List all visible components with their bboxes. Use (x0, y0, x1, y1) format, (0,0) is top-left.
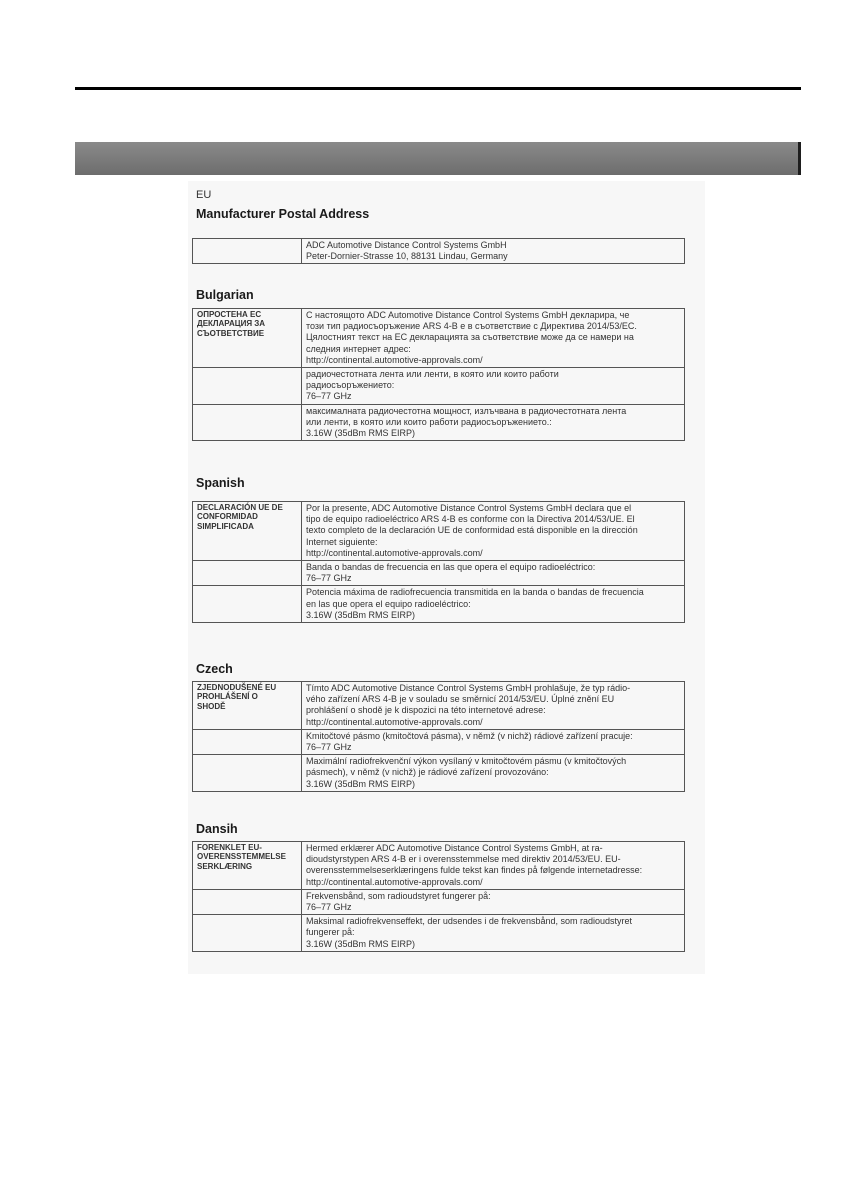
row-text (302, 682, 685, 730)
label-line: OVERENSSTEMMELSE (197, 852, 286, 862)
declaration-table (192, 308, 685, 441)
row-label (193, 729, 302, 754)
row-text (302, 309, 685, 368)
text-line: 3.16W (35dBm RMS EIRP) (306, 609, 416, 620)
row-text (302, 842, 685, 890)
table-row (193, 682, 685, 730)
row-label (193, 239, 302, 264)
row-label (193, 586, 302, 623)
section-heading: Bulgarian (196, 288, 254, 302)
text-line: максималната радиочестотна мощност, излъчвана в радиочестотната лента (306, 405, 627, 416)
table-row (193, 368, 685, 405)
text-line: С настоящото ADC Automotive Distance Control Systems GmbH декларира, че (306, 310, 630, 320)
text-line: http://continental.automotive-approvals.com/ (306, 716, 483, 727)
text-line: dioudstyrstypen ARS 4-B er i overensstemmelse med direktiv 2014/53/EU. EU- (306, 854, 621, 865)
text-line: Hermed erklærer ADC Automotive Distance Control Systems GmbH, at ra- (306, 843, 603, 853)
text-line: Potencia máxima de radiofrecuencia transmitida en la banda o bandas de frecuencia (306, 587, 644, 598)
row-label (193, 561, 302, 586)
label-line: CONFORMIDAD (197, 512, 258, 522)
label-line: SIMPLIFICADA (197, 521, 254, 531)
table-row (193, 502, 685, 561)
row-label (193, 502, 302, 561)
section-heading: Czech (196, 662, 233, 676)
text-line: Kmitočtové pásmo (kmitočtová pásma), v němž (v nichž) rádiové zařízení pracuje: (306, 730, 633, 741)
text-line: Peter-Dornier-Strasse 10, 88131 Lindau, Germany (306, 251, 508, 262)
region-label: EU (196, 189, 212, 201)
row-text (302, 502, 685, 561)
label-line: ДЕКЛАРАЦИЯ ЗА (197, 319, 266, 329)
declaration-table (192, 681, 685, 792)
text-line: 3.16W (35dBm RMS EIRP) (306, 428, 416, 439)
text-line: overensstemmelseserklæringens fulde tekst kan findes på følgende internetadresse: (306, 865, 643, 876)
text-line: http://continental.automotive-approvals.com/ (306, 876, 483, 887)
section-heading: Spanish (196, 476, 245, 490)
text-line: tipo de equipo radioeléctrico ARS 4-B es conforme con la Directiva 2014/53/UE. El (306, 514, 635, 525)
declaration-scan (188, 181, 705, 974)
text-line: Frekvensbånd, som radioudstyret fungerer på: (306, 890, 491, 901)
text-line: 3.16W (35dBm RMS EIRP) (306, 778, 416, 789)
table-row (193, 561, 685, 586)
text-line: prohlášení o shodě je k dispozici na této internetové adrese: (306, 705, 546, 716)
label-line: DECLARACIÓN UE DE (197, 503, 283, 512)
row-label (193, 755, 302, 792)
declaration-table (192, 841, 685, 952)
text-line: радиочестотната лента или ленти, в която или които работи (306, 369, 559, 380)
row-text (302, 889, 685, 914)
label-line: PROHLÁŠENÍ O (197, 692, 258, 702)
table-row (193, 586, 685, 623)
text-line: радиосъоръжението: (306, 380, 395, 391)
table-row (193, 842, 685, 890)
section-title-bar (75, 142, 801, 175)
text-line: следния интернет адрес: (306, 343, 411, 354)
table-row (193, 404, 685, 441)
row-label (193, 309, 302, 368)
label-line: SERKLÆRING (197, 861, 253, 871)
text-line: 76–77 GHz (306, 902, 352, 913)
row-text (302, 755, 685, 792)
text-line: vého zařízení ARS 4-B je v souladu se směrnicí 2014/53/EU. Úplné znění EU (306, 694, 615, 705)
text-line: 3.16W (35dBm RMS EIRP) (306, 938, 416, 949)
row-text (302, 368, 685, 405)
text-line: http://continental.automotive-approvals.com/ (306, 354, 483, 365)
row-text (302, 586, 685, 623)
text-line: pásmech), v němž (v nichž) je rádiové zařízení provozováno: (306, 767, 549, 778)
text-line: Banda o bandas de frecuencia en las que opera el equipo radioeléctrico: (306, 562, 596, 573)
label-line: ZJEDNODUŠENÉ EU (197, 683, 277, 692)
section-heading: Dansih (196, 822, 238, 836)
text-line: texto completo de la declaración UE de conformidad está disponible en la dirección (306, 525, 638, 536)
text-line: Tímto ADC Automotive Distance Control Systems GmbH prohlašuje, že typ rádio- (306, 683, 631, 693)
label-line: СЪОТВЕТСТВИЕ (197, 328, 265, 338)
row-label (193, 404, 302, 441)
row-text (302, 729, 685, 754)
text-line: 76–77 GHz (306, 742, 352, 753)
label-line: FORENKLET EU- (197, 843, 262, 852)
text-line: Maximální radiofrekvenční výkon vysílaný v kmitočtovém pásmu (v kmitočtových (306, 756, 627, 767)
text-line: ADC Automotive Distance Control Systems GmbH (306, 240, 507, 250)
text-line: Maksimal radiofrekvenseffekt, der udsendes i de frekvensbånd, som radioudstyret (306, 916, 632, 927)
table-row (193, 889, 685, 914)
text-line: en las que opera el equipo radioeléctrico: (306, 598, 471, 609)
text-line: или ленти, в която или които работи радиосъоръжението.: (306, 416, 552, 427)
row-text (302, 404, 685, 441)
table-row (193, 729, 685, 754)
text-line: Цялостният текст на ЕС декларацията за съответствие може да се намери на (306, 332, 634, 343)
header-rule (75, 87, 801, 90)
row-text (302, 561, 685, 586)
text-line: Internet siguiente: (306, 536, 378, 547)
text-line: 76–77 GHz (306, 573, 352, 584)
row-label (193, 368, 302, 405)
text-line: Por la presente, ADC Automotive Distance Control Systems GmbH declara que el (306, 503, 632, 513)
manufacturer-table (192, 238, 685, 264)
declaration-table (192, 501, 685, 623)
row-text (302, 915, 685, 952)
label-line: ОПРОСТЕНА ЕС (197, 310, 262, 319)
manufacturer-heading: Manufacturer Postal Address (196, 207, 370, 221)
text-line: fungerer på: (306, 927, 355, 938)
row-label (193, 915, 302, 952)
label-line: SHODĚ (197, 701, 226, 711)
table-row (193, 915, 685, 952)
row-label (193, 682, 302, 730)
row-text (302, 239, 685, 264)
text-line: http://continental.automotive-approvals.com/ (306, 547, 483, 558)
row-label (193, 842, 302, 890)
row-label (193, 889, 302, 914)
table-row (193, 309, 685, 368)
text-line: 76–77 GHz (306, 391, 352, 402)
table-row (193, 239, 685, 264)
table-row (193, 755, 685, 792)
text-line: този тип радиосъоръжение ARS 4-B е в съответствие с Директива 2014/53/ЕС. (306, 321, 637, 332)
